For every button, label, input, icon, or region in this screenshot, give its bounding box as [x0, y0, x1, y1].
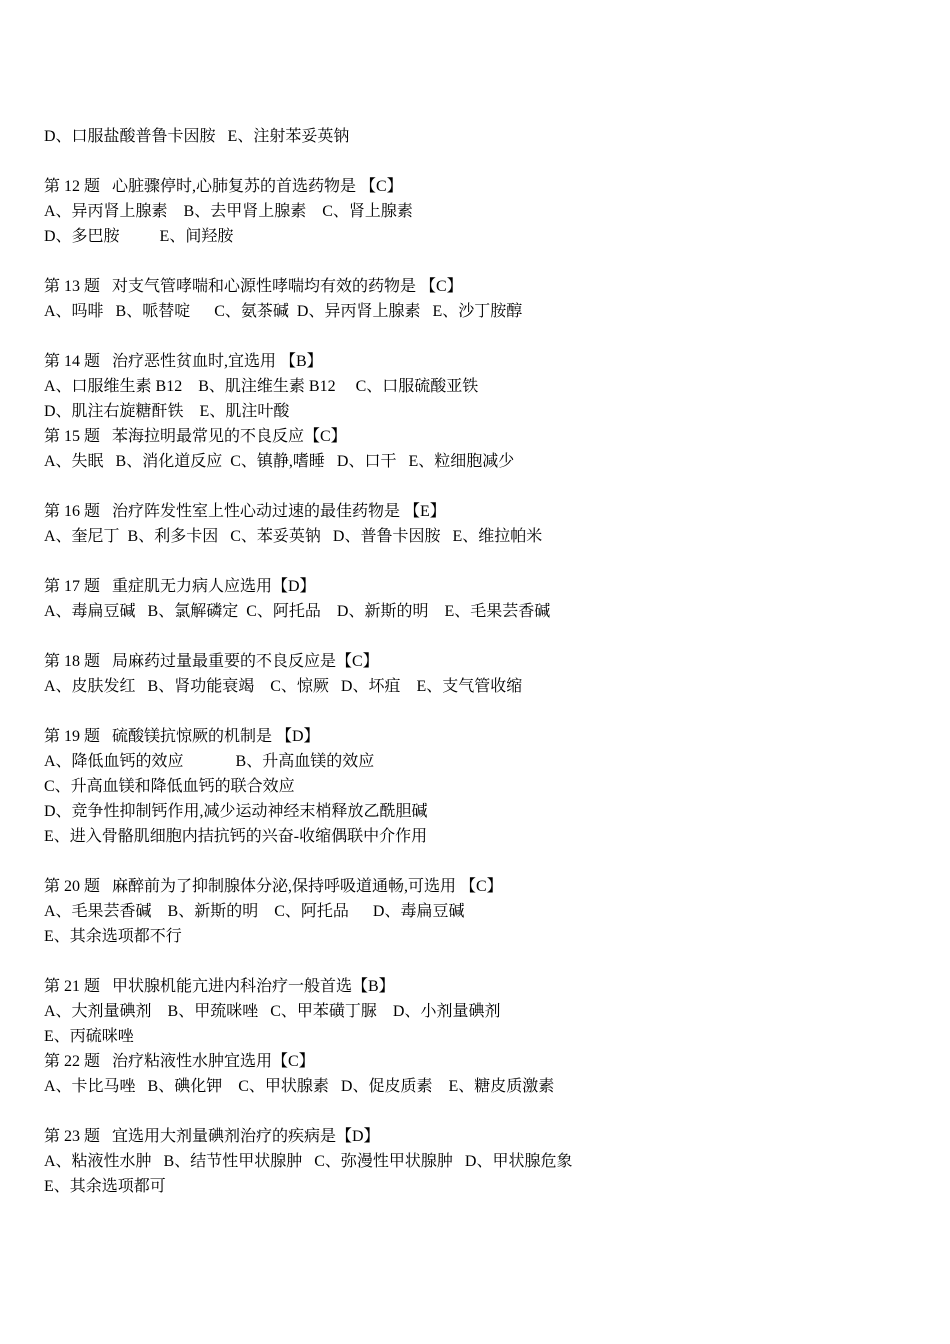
blank-line [44, 699, 904, 724]
question-heading: 第 19 题 硫酸镁抗惊厥的机制是 【D】 [44, 728, 320, 745]
question-heading: 第 21 题 甲状腺机能亢进内科治疗一般首选【B】 [44, 978, 395, 995]
option-line: A、奎尼丁 B、利多卡因 C、苯妥英钠 D、普鲁卡因胺 E、维拉帕米 [44, 528, 543, 545]
option-line: E、进入骨骼肌细胞内拮抗钙的兴奋-收缩偶联中介作用 [44, 828, 428, 845]
question-heading: 第 16 题 治疗阵发性室上性心动过速的最佳药物是 【E】 [44, 503, 446, 520]
blank-line [44, 549, 904, 574]
option-line: A、降低血钙的效应 B、升高血镁的效应 [44, 753, 375, 770]
option-line: A、口服维生素 B12 B、肌注维生素 B12 C、口服硫酸亚铁 [44, 378, 479, 395]
blank-line [44, 324, 904, 349]
question-heading: 第 23 题 宜选用大剂量碘剂治疗的疾病是【D】 [44, 1128, 380, 1145]
question-heading: 第 18 题 局麻药过量最重要的不良反应是【C】 [44, 653, 379, 670]
question-heading: 第 20 题 麻醉前为了抑制腺体分泌,保持呼吸道通畅,可选用 【C】 [44, 878, 503, 895]
option-line: D、肌注右旋糖酐铁 E、肌注叶酸 [44, 403, 290, 420]
blank-line [44, 1099, 904, 1124]
option-line: E、其余选项都不行 [44, 928, 182, 945]
question-heading: 第 17 题 重症肌无力病人应选用【D】 [44, 578, 316, 595]
option-line: A、卡比马唑 B、碘化钾 C、甲状腺素 D、促皮质素 E、糖皮质激素 [44, 1078, 555, 1095]
option-line: D、口服盐酸普鲁卡因胺 E、注射苯妥英钠 [44, 128, 350, 145]
blank-line [44, 474, 904, 499]
option-line: E、其余选项都可 [44, 1178, 166, 1195]
blank-line [44, 949, 904, 974]
option-line: D、竞争性抑制钙作用,减少运动神经末梢释放乙酰胆碱 [44, 803, 428, 820]
option-line: C、升高血镁和降低血钙的联合效应 [44, 778, 295, 795]
question-heading: 第 12 题 心脏骤停时,心肺复苏的首选药物是 【C】 [44, 178, 403, 195]
option-line: A、吗啡 B、哌替啶 C、氨茶碱 D、异丙肾上腺素 E、沙丁胺醇 [44, 303, 523, 320]
option-line: E、丙硫咪唑 [44, 1028, 134, 1045]
blank-line [44, 149, 904, 174]
question-heading: 第 22 题 治疗粘液性水肿宜选用【C】 [44, 1053, 315, 1070]
option-line: A、失眠 B、消化道反应 C、镇静,嗜睡 D、口干 E、粒细胞减少 [44, 453, 515, 470]
option-line: A、大剂量碘剂 B、甲巯咪唑 C、甲苯磺丁脲 D、小剂量碘剂 [44, 1003, 501, 1020]
blank-line [44, 624, 904, 649]
option-line: A、皮肤发红 B、肾功能衰竭 C、惊厥 D、坏疽 E、支气管收缩 [44, 678, 523, 695]
question-heading: 第 13 题 对支气管哮喘和心源性哮喘均有效的药物是 【C】 [44, 278, 463, 295]
option-line: A、毒扁豆碱 B、氯解磷定 C、阿托品 D、新斯的明 E、毛果芸香碱 [44, 603, 551, 620]
option-line: A、毛果芸香碱 B、新斯的明 C、阿托品 D、毒扁豆碱 [44, 903, 465, 920]
option-line: A、异丙肾上腺素 B、去甲肾上腺素 C、肾上腺素 [44, 203, 413, 220]
question-list [44, 124, 904, 1199]
option-line: A、粘液性水肿 B、结节性甲状腺肿 C、弥漫性甲状腺肿 D、甲状腺危象 [44, 1153, 573, 1170]
option-line: D、多巴胺 E、间羟胺 [44, 228, 234, 245]
blank-line [44, 849, 904, 874]
question-heading: 第 14 题 治疗恶性贫血时,宜选用 【B】 [44, 353, 323, 370]
blank-line [44, 249, 904, 274]
question-heading: 第 15 题 苯海拉明最常见的不良反应【C】 [44, 428, 347, 445]
